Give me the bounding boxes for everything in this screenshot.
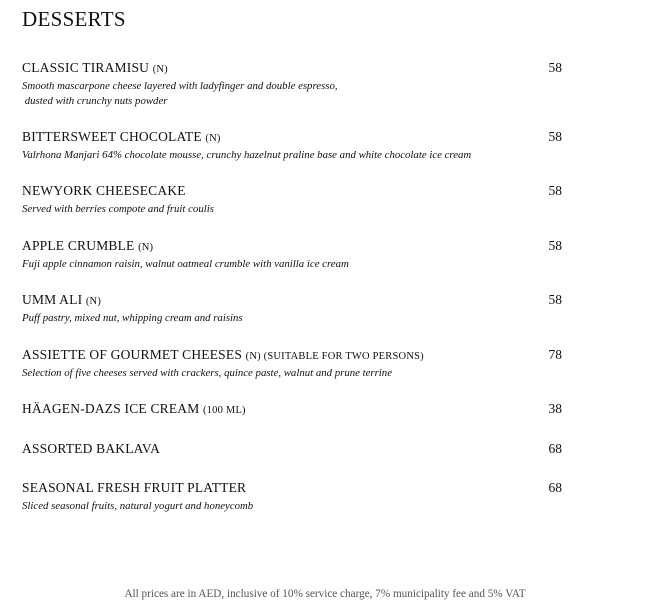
menu-item-bittersweet-chocolate: [22, 128, 570, 163]
menu-item-apple-crumble: [22, 237, 570, 272]
item-note: (N): [138, 242, 154, 253]
menu-item-umm-ali: [22, 291, 570, 326]
menu-item-classic-tiramisu: [22, 59, 570, 108]
item-description: Sliced seasonal fruits, natural yogurt and honeycomb: [22, 500, 254, 512]
item-name: HÄAGEN-DAZS ICE CREAM: [22, 401, 200, 416]
item-name: ASSORTED BAKLAVA: [22, 441, 161, 456]
page-title: DESSERTS: [22, 7, 126, 31]
menu-item-gourmet-cheeses: [22, 346, 570, 381]
menu-item-assorted-baklava: [22, 440, 570, 459]
item-name: ASSIETTE OF GOURMET CHEESES: [22, 347, 243, 362]
item-name: NEWYORK CHEESECAKE: [22, 183, 186, 198]
item-price: 68: [548, 480, 562, 495]
item-price: 78: [548, 347, 562, 362]
item-price: 58: [548, 238, 562, 253]
item-price: 58: [548, 292, 562, 307]
item-description: Valrhona Manjari 64% chocolate mousse, crunchy hazelnut praline base and white chocolate ice cream: [22, 149, 472, 161]
item-description: Puff pastry, mixed nut, whipping cream and raisins: [22, 312, 243, 324]
item-price: 58: [548, 129, 562, 144]
menu-item-newyork-cheesecake: [22, 182, 570, 217]
item-price: 58: [548, 183, 562, 198]
item-note: (N): [152, 64, 168, 75]
menu-item-haagen-dazs: [22, 400, 570, 419]
item-price: 58: [548, 60, 562, 75]
item-note: (N): [85, 296, 102, 307]
item-note: (100 ML): [203, 405, 246, 416]
item-name: BITTERSWEET CHOCOLATE: [22, 129, 202, 144]
item-description: Fuji apple cinnamon raisin, walnut oatmeal crumble with vanilla ice cream: [22, 258, 349, 270]
item-name: CLASSIC TIRAMISU: [22, 60, 150, 75]
price-disclaimer: All prices are in AED, inclusive of 10% service charge, 7% municipality fee and 5% VAT: [124, 588, 526, 600]
item-description: Selection of five cheeses served with crackers, quince paste, walnut and prune terrine: [22, 367, 392, 379]
item-price: 38: [548, 401, 562, 416]
menu-item-fruit-platter: [22, 479, 570, 514]
item-note: (N): [205, 133, 221, 144]
item-price: 68: [548, 441, 562, 456]
item-note: (N) (SUITABLE FOR TWO PERSONS): [245, 351, 424, 362]
item-description: Smooth mascarpone cheese layered with ladyfinger and double espresso, dusted with crunchy nuts powder: [22, 80, 338, 107]
item-name: APPLE CRUMBLE: [22, 238, 135, 253]
item-name: SEASONAL FRESH FRUIT PLATTER: [22, 480, 247, 495]
item-description: Served with berries compote and fruit coulis: [22, 203, 214, 215]
item-name: UMM ALI: [22, 292, 83, 307]
